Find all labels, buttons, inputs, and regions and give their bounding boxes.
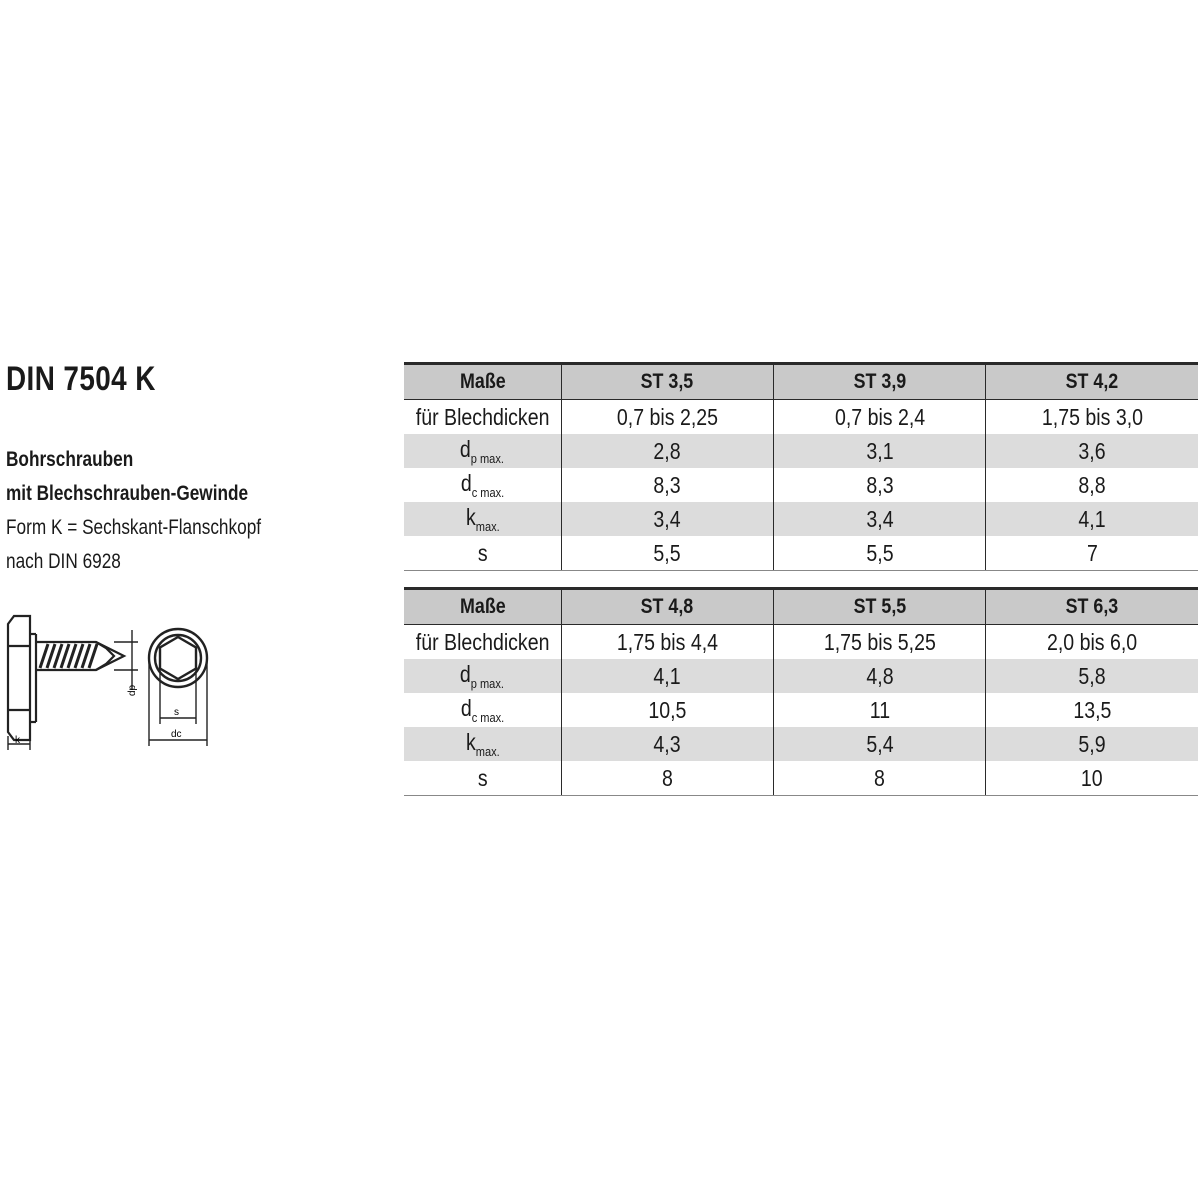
table-row-dp <box>404 434 1198 468</box>
table-row-s <box>404 536 1198 571</box>
description-line-2: mit Blechschrauben-Gewinde <box>6 482 249 505</box>
table-cell: 8,3 <box>773 468 985 502</box>
table-cell: 8 <box>561 761 773 796</box>
table-cell: 8,3 <box>561 468 773 502</box>
table-header-row <box>404 589 1198 625</box>
dimension-dp-label: dp <box>127 684 138 696</box>
column-header: ST 4,8 <box>561 589 773 625</box>
row-label: für Blechdicken <box>415 403 550 430</box>
table-row-dc <box>404 693 1198 727</box>
table-cell: 0,7 bis 2,25 <box>561 400 773 435</box>
row-label: $d_{c max.}$ <box>460 695 505 725</box>
table-cell: 3,4 <box>561 502 773 536</box>
table-row-k <box>404 727 1198 761</box>
row-label: s <box>404 761 561 796</box>
table-cell: 11 <box>773 693 985 727</box>
table-cell: 10 <box>986 761 1198 796</box>
table-row-blechdicken <box>404 625 1198 660</box>
description-line-4: nach DIN 6928 <box>6 550 121 573</box>
column-header: ST 4,2 <box>986 364 1198 400</box>
table-cell: 3,6 <box>986 434 1198 468</box>
table-cell: 5,8 <box>986 659 1198 693</box>
table-cell: 5,5 <box>773 536 985 571</box>
row-label: $d_{p max.}$ <box>404 434 561 468</box>
column-header: ST 3,9 <box>773 364 985 400</box>
table-cell: 7 <box>986 536 1198 571</box>
column-header: ST 5,5 <box>773 589 985 625</box>
row-label: $d_{c max.}$ <box>460 470 505 500</box>
dimension-k-label: k <box>15 735 20 746</box>
table-cell: 3,4 <box>773 502 985 536</box>
table-cell: 4,3 <box>561 727 773 761</box>
screw-technical-drawing <box>6 612 216 752</box>
table-row-s <box>404 761 1198 796</box>
row-label: $k_{max.}$ <box>404 727 561 761</box>
table-row-dc <box>404 468 1198 502</box>
table-cell: 13,5 <box>986 693 1198 727</box>
header-label-masse: Maße <box>404 364 561 400</box>
table-cell: 5,4 <box>773 727 985 761</box>
table-cell: 2,8 <box>561 434 773 468</box>
table-cell: 8 <box>773 761 985 796</box>
row-label: $d_{p max.}$ <box>404 659 561 693</box>
dimensions-table-2 <box>404 587 1198 796</box>
table-cell: 1,75 bis 4,4 <box>561 625 773 660</box>
page-title: DIN 7504 K <box>6 360 156 398</box>
row-label: s <box>404 536 561 571</box>
description-line-1: Bohrschrauben <box>6 448 134 471</box>
row-label: für Blechdicken <box>415 628 550 655</box>
table-cell: 4,1 <box>986 502 1198 536</box>
table-cell: 5,9 <box>986 727 1198 761</box>
dimensions-table-1 <box>404 362 1198 571</box>
table-cell: 8,8 <box>986 468 1198 502</box>
table-cell: 2,0 bis 6,0 <box>986 625 1198 660</box>
screw-head-side <box>8 616 30 740</box>
column-header: ST 3,5 <box>561 364 773 400</box>
table-cell: 1,75 bis 5,25 <box>773 625 985 660</box>
header-label-masse: Maße <box>404 589 561 625</box>
dimension-dc-label: dc <box>171 729 182 740</box>
table-cell: 0,7 bis 2,4 <box>773 400 985 435</box>
dimension-s-label: s <box>174 707 179 718</box>
table-cell: 1,75 bis 3,0 <box>986 400 1198 435</box>
screw-head-top-view <box>149 629 207 687</box>
row-label: $k_{max.}$ <box>404 502 561 536</box>
product-description <box>6 443 326 579</box>
table-row-k <box>404 502 1198 536</box>
table-cell: 3,1 <box>773 434 985 468</box>
column-header: ST 6,3 <box>986 589 1198 625</box>
table-cell: 10,5 <box>561 693 773 727</box>
table-cell: 5,5 <box>561 536 773 571</box>
table-row-dp <box>404 659 1198 693</box>
table-row-blechdicken <box>404 400 1198 435</box>
thread-lines <box>40 644 97 668</box>
table-cell: 4,8 <box>773 659 985 693</box>
table-header-row <box>404 364 1198 400</box>
description-line-3: Form K = Sechskant-Flanschkopf <box>6 516 262 539</box>
table-cell: 4,1 <box>561 659 773 693</box>
product-info <box>6 360 396 579</box>
